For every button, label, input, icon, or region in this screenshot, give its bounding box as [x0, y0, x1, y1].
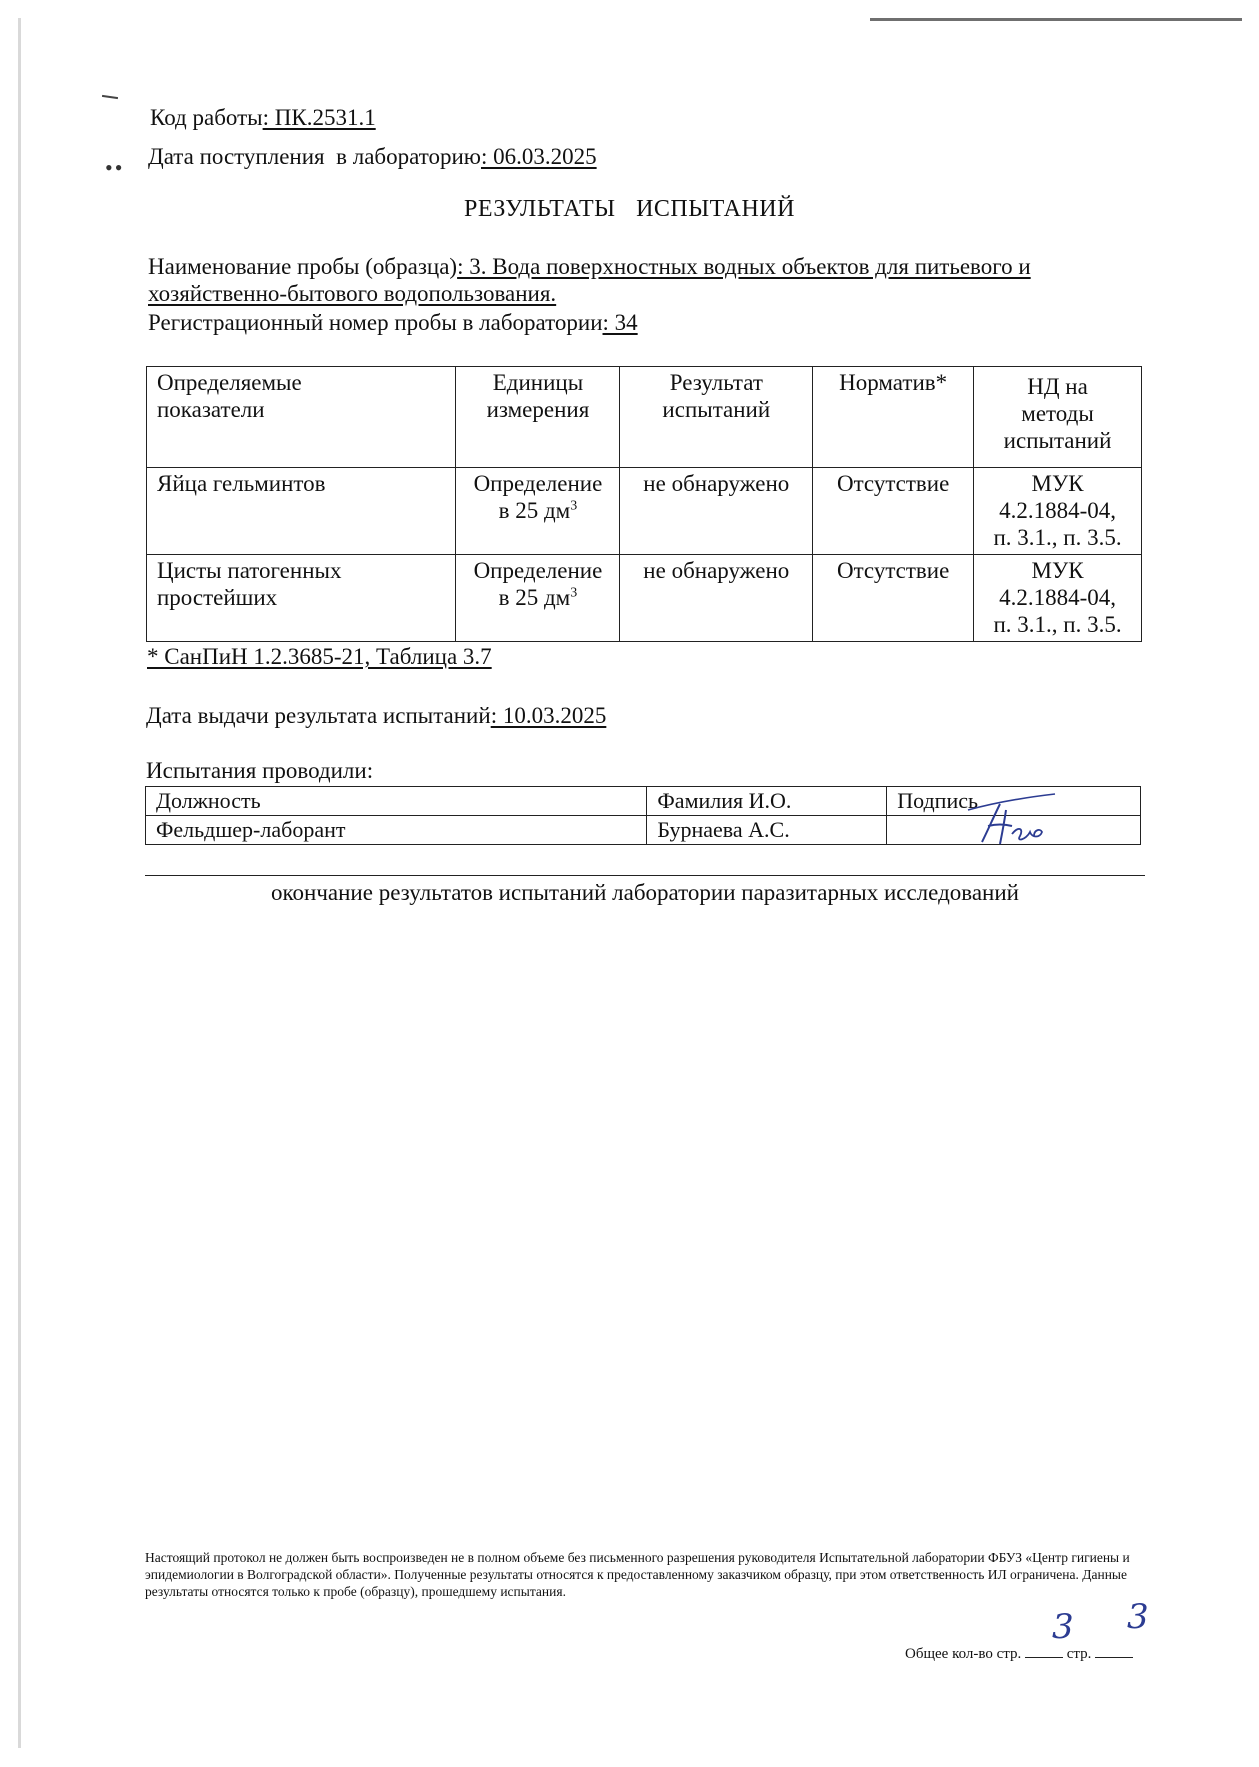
row1-indicator: Яйца гельминтов — [147, 468, 456, 555]
document-title: РЕЗУЛЬТАТЫ ИСПЫТАНИЙ — [464, 196, 795, 222]
row2-result: не обнаружено — [620, 555, 813, 642]
header-indicator: Определяемые показатели — [147, 367, 456, 468]
scan-mark — [102, 95, 118, 99]
page-count — [905, 1643, 1133, 1663]
scan-edge-left — [18, 18, 21, 1748]
staff-caption: Испытания проводили: — [146, 758, 374, 783]
staff-header-position: Должность — [146, 787, 647, 816]
receipt-date-line — [148, 143, 597, 170]
issue-date-value: : 10.03.2025 — [490, 703, 607, 728]
row1-method: МУК 4.2.1884-04, п. 3.1., п. 3.5. — [974, 468, 1142, 555]
table-footnote: * СанПиН 1.2.3685-21, Таблица 3.7 — [147, 644, 492, 669]
row1-result: не обнаружено — [620, 468, 813, 555]
page-number-handwritten: 3 — [1052, 1607, 1074, 1647]
sample-name-label: Наименование пробы (образца) — [148, 254, 458, 279]
row2-indicator: Цисты патогенных простейших — [147, 555, 456, 642]
row1-norm: Отсутствие — [813, 468, 974, 555]
disclaimer: Настоящий протокол не должен быть воспроизведен не в полном объеме без письменного разрешения руководителя Испытательной лаборатории ФБУЗ «Центр гигиены и эпидемиологии в Волгоградской области». Полученные результаты относятся к предоставленному заказчиком образцу, при этом ответственность ИЛ ограничена. Данные результаты относятся только к пробе (образцу), прошедшему испытания. — [145, 1550, 1130, 1599]
header-norm: Норматив* — [813, 367, 974, 468]
issue-date-line — [146, 702, 606, 729]
reg-number-line — [148, 309, 638, 336]
sample-name-value-1: : 3. Вода поверхностных водных объектов для питьевого и — [457, 254, 1031, 279]
page-total-handwritten: 3 — [1127, 1597, 1149, 1637]
row1-units: Определение в 25 $дм^3$ — [456, 468, 620, 555]
job-code-label: Код работы — [150, 105, 263, 130]
row2-units: Определение в 25 $дм^3$ — [456, 555, 620, 642]
row2-method: МУК 4.2.1884-04, п. 3.1., п. 3.5. — [974, 555, 1142, 642]
separator-line — [145, 875, 1145, 876]
results-header-row — [147, 367, 1142, 468]
reg-number-value: : 34 — [602, 310, 638, 335]
table-row — [147, 468, 1142, 555]
receipt-date-value: : 06.03.2025 — [480, 144, 597, 169]
staff-header-name: Фамилия И.О. — [647, 787, 887, 816]
end-note: окончание результатов испытаний лаборатории паразитарных исследований — [271, 880, 1019, 905]
page-total-blank — [1095, 1643, 1133, 1658]
sample-name-line2 — [148, 280, 556, 307]
receipt-date-label: Дата поступления в лабораторию — [148, 144, 481, 169]
staff-position: Фельдшер-лаборант — [146, 816, 647, 845]
job-code-value: : ПК.2531.1 — [262, 105, 376, 130]
signature-icon — [960, 790, 1060, 850]
sample-name-value-2: хозяйственно-бытового водопользования. — [148, 281, 557, 306]
page-count-label2: стр. — [1066, 1646, 1092, 1662]
issue-date-label: Дата выдачи результата испытаний — [146, 703, 491, 728]
staff-name: Бурнаева А.С. — [647, 816, 887, 845]
page-count-label: Общее кол-во стр. — [905, 1646, 1022, 1662]
table-row — [147, 555, 1142, 642]
row2-norm: Отсутствие — [813, 555, 974, 642]
staff-header-signature: Подпись — [887, 787, 1141, 816]
sample-name-line1 — [148, 253, 1031, 280]
header-result: Результат испытаний — [620, 367, 813, 468]
header-method: НД на методы испытаний — [974, 367, 1142, 468]
job-code-line — [150, 104, 376, 131]
reg-number-label: Регистрационный номер пробы в лаборатории — [148, 310, 603, 335]
scan-dots: •• — [105, 155, 125, 180]
scan-edge-top — [870, 18, 1242, 21]
results-table — [146, 366, 1142, 642]
header-units: Единицы измерения — [456, 367, 620, 468]
